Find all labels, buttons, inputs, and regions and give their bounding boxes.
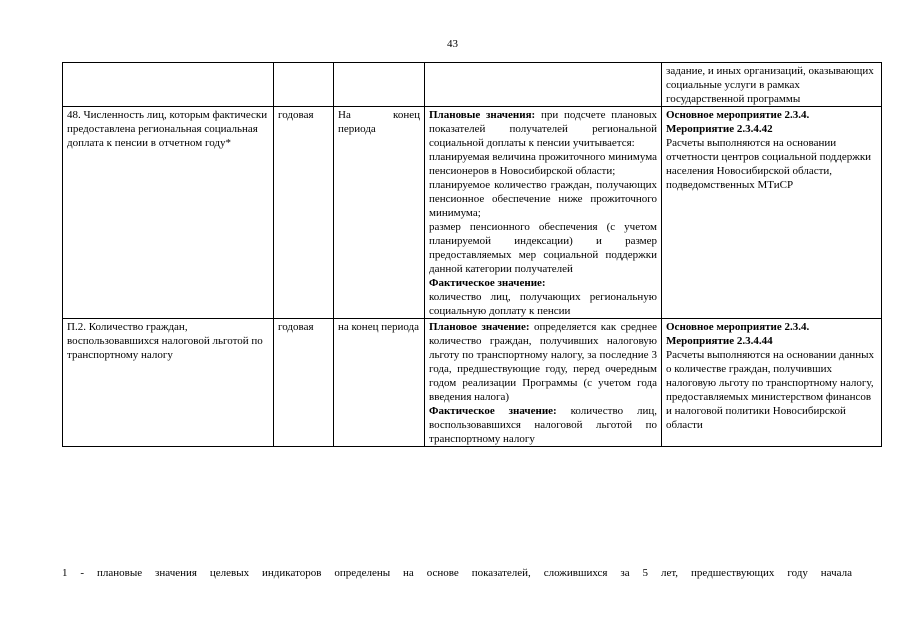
cell-text: при подсчете плановых показателей получателей региональной социальной доплаты к пенсии учитывается: xyxy=(429,109,657,149)
cell-paragraph xyxy=(429,290,657,318)
bold-heading: Фактическое значение: xyxy=(429,277,546,289)
cell-text: Расчеты выполняются на основании данных о количестве граждан, получивших налоговую льготу по транспортному налогу, предоставляемых министерством финансов и налоговой политики Новосибирской области xyxy=(666,349,875,431)
bold-heading: Плановое значение: xyxy=(429,321,530,333)
cell-paragraph xyxy=(429,150,657,178)
cell-periodicity: годовая xyxy=(274,107,334,319)
cell-indicator xyxy=(63,63,274,107)
cell-text: размер пенсионного обеспечения (с учетом планируемой индексации) и размер предоставляемых мер социальной поддержки данной категории получателей xyxy=(429,221,657,275)
cell-source xyxy=(662,319,882,447)
cell-source xyxy=(662,107,882,319)
bold-heading: Основное мероприятие 2.3.4. Мероприятие 2.3.4.44 xyxy=(666,321,810,347)
cell-source xyxy=(662,63,882,107)
cell-method xyxy=(425,319,662,447)
cell-text: Расчеты выполняются на основании отчетности центров социальной поддержки населения Новосибирской области, подведомственных МТиСР xyxy=(666,137,872,191)
cell-paragraph xyxy=(429,404,657,446)
cell-moment xyxy=(334,63,425,107)
table-body xyxy=(63,63,882,447)
cell-indicator: 48. Численность лиц, которым фактически предоставлена региональная социальная доплата к пенсии в отчетном году* xyxy=(63,107,274,319)
page-number: 43 xyxy=(447,38,458,50)
cell-paragraph xyxy=(666,320,877,348)
cell-paragraph xyxy=(429,276,657,290)
cell-paragraph xyxy=(666,108,877,136)
cell-moment: на конец периода xyxy=(334,319,425,447)
cell-moment: На конец периода xyxy=(334,107,425,319)
cell-text: количество лиц, воспользовавшихся налоговой льготой по транспортному налогу xyxy=(429,405,657,445)
cell-text: планируемое количество граждан, получающих пенсионное обеспечение ниже прожиточного минимума; xyxy=(429,179,657,219)
bold-heading: Плановые значения: xyxy=(429,109,536,121)
cell-paragraph xyxy=(429,320,657,404)
cell-paragraph xyxy=(666,348,877,432)
bold-heading: Фактическое значение: xyxy=(429,405,557,417)
cell-paragraph xyxy=(666,64,877,106)
table-row xyxy=(63,319,882,447)
cell-paragraph xyxy=(429,108,657,150)
indicators-table xyxy=(62,62,882,447)
cell-method xyxy=(425,63,662,107)
bold-heading: Основное мероприятие 2.3.4. Мероприятие 2.3.4.42 xyxy=(666,109,810,135)
table-row xyxy=(63,107,882,319)
cell-periodicity xyxy=(274,63,334,107)
cell-indicator: П.2. Количество граждан, воспользовавшихся налоговой льготой по транспортному налогу xyxy=(63,319,274,447)
cell-periodicity: годовая xyxy=(274,319,334,447)
cell-paragraph xyxy=(666,136,877,192)
cell-text: количество лиц, получающих региональную социальную доплату к пенсии xyxy=(429,291,657,317)
footnote: 1 - плановые значения целевых индикаторов определены на основе показателей, сложившихся за 5 лет, предшествующих году начала xyxy=(62,567,852,579)
cell-method xyxy=(425,107,662,319)
cell-paragraph xyxy=(429,220,657,276)
table-row xyxy=(63,63,882,107)
cell-text: определяется как среднее количество граждан, получивших налоговую льготу по транспортному налогу, за последние 3 года, предшествующие году, перед очередным годом реализации Программы (с учетом года введения налога) xyxy=(429,321,657,403)
cell-paragraph xyxy=(429,178,657,220)
cell-text: задание, и иных организаций, оказывающих социальные услуги в рамках государственной программы xyxy=(666,65,874,105)
cell-text: планируемая величина прожиточного минимума пенсионеров в Новосибирской области; xyxy=(429,151,657,177)
